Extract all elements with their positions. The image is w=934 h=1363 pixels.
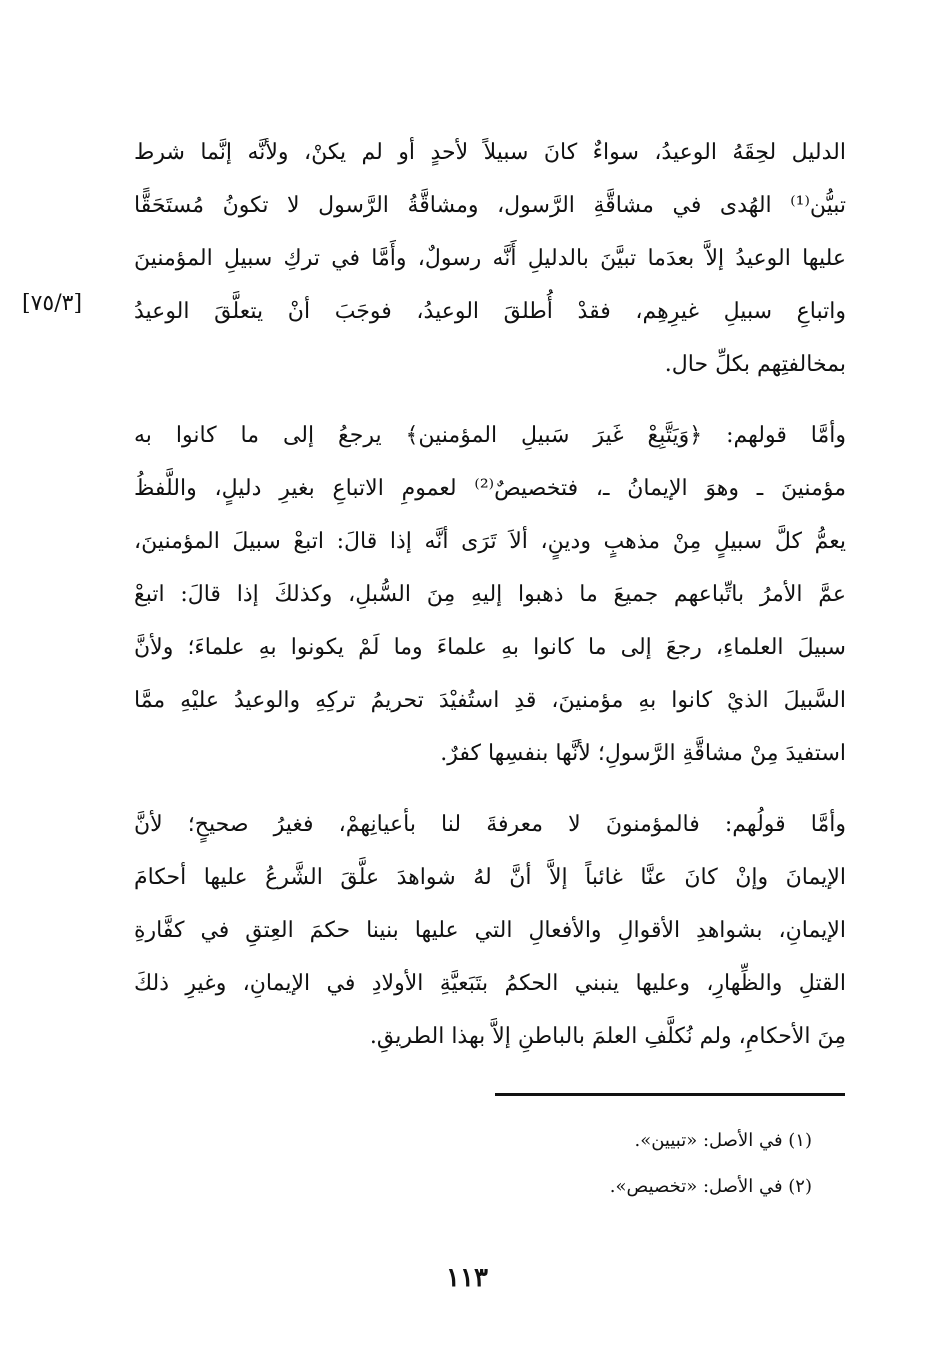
footnote-divider <box>495 1093 845 1096</box>
main-text <box>134 126 846 1063</box>
text-line: السَّبيلَ الذيْ كانوا بهِ مؤمنينَ، قدِ استُفيْدَ تحريمُ تركِهِ والوعيدُ عليْهِ ممَّا <box>134 688 846 713</box>
page-number: ١١٣ <box>446 1263 488 1293</box>
paragraph-gap <box>134 780 846 798</box>
text-line: الإيمانِ، بشواهدِ الأقوالِ والأفعالِ التي عليها بنينا حكمَ العِتقِ في كفَّارةِ <box>134 918 846 943</box>
text-line: وأمَّا قولهم: ﴿وَيَتَّبِعْ غَيرَ سَبيلِ المؤمنين﴾ يرجعُ إلى ما كانوا به <box>134 423 846 448</box>
text-line: مؤمنينَ ـ وهوَ الإيمانُ ـ، فتخصيصٌ⁽²⁾ لعمومِ الاتباعِ بغيرِ دليلٍ، واللَّفظُ <box>134 476 846 501</box>
text-line: القتلِ والظِّهارِ، وعليها ينبني الحكمُ بتَبَعيَّةِ الأولادِ في الإيمانِ، وغيرِ ذلكَ <box>134 971 846 996</box>
text-line: استفيدَ مِنْ مشاقَّةِ الرَّسولِ؛ لأنَّها بنفسِها كفرٌ. <box>440 741 846 766</box>
text-line: عمَّ الأمرُ باتِّباعهم جميعَ ما ذهبوا إليهِ مِنَ السُّبلِ، وكذلكَ إذا قالَ: اتبعْ <box>134 582 846 607</box>
text-line: واتباعِ سبيلِ غيرِهِم، فقدْ أُطلقَ الوعيدُ، فوجَبَ أنْ يتعلَّقَ الوعيدُ <box>134 299 846 324</box>
text-line: بمخالفتِهم بكلِّ حال. <box>664 352 846 377</box>
text-line: وأمَّا قولُهم: فالمؤمنونَ لا معرفةَ لنا بأعيانِهمْ، فغيرُ صحيحٍ؛ لأنَّ <box>134 812 846 837</box>
footnote: (١) في الأصل: «تبيين». <box>634 1130 812 1151</box>
paragraph <box>134 126 846 391</box>
paragraph-gap <box>134 391 846 409</box>
text-line: يعمُّ كلَّ سبيلٍ مِنْ مذهبٍ ودينٍ، ألاَ تَرَى أنَّه إذا قالَ: اتبعْ سبيلَ المؤمنينَ، <box>134 529 846 554</box>
text-line: تبيُّن⁽¹⁾ الهُدى في مشاقَّةِ الرَّسول، ومشاقَّةُ الرَّسول لا تكونُ مُستَحَقًّا <box>134 193 846 218</box>
text-line: الدليل لحِقَهُ الوعيدُ، سواءٌ كانَ سبيلاً لأحدٍ أو لم يكنْ، ولأنَّه إنَّما شرط <box>134 140 846 165</box>
paragraph <box>134 409 846 780</box>
paragraph <box>134 798 846 1063</box>
text-line: عليها الوعيدُ إلاَّ بعدَما تبيَّنَ بالدليلِ أَنَّه رسولٌ، وأَمَّا في تركِ سبيلِ المؤمنينَ <box>134 246 846 271</box>
footnote: (٢) في الأصل: «تخصيص». <box>609 1176 812 1197</box>
text-line: سبيلَ العلماءِ، رجعَ إلى ما كانوا بهِ علماءَ وما لَمْ يكونوا بهِ علماءَ؛ ولأنَّ <box>134 635 846 660</box>
text-line: مِنَ الأحكامِ، ولم نُكلَّفِ العلمَ بالباطنِ إلاَّ بهذا الطريقِ. <box>369 1024 846 1049</box>
margin-reference: [٧٥/٣] <box>22 291 83 316</box>
text-line: الإيمانَ وإنْ كانَ عنَّا غائباً إلاَّ أنَّ لهُ شواهدَ علَّقَ الشَّرعُ عليها أحكامَ <box>134 865 846 890</box>
footnotes <box>400 1118 812 1210</box>
